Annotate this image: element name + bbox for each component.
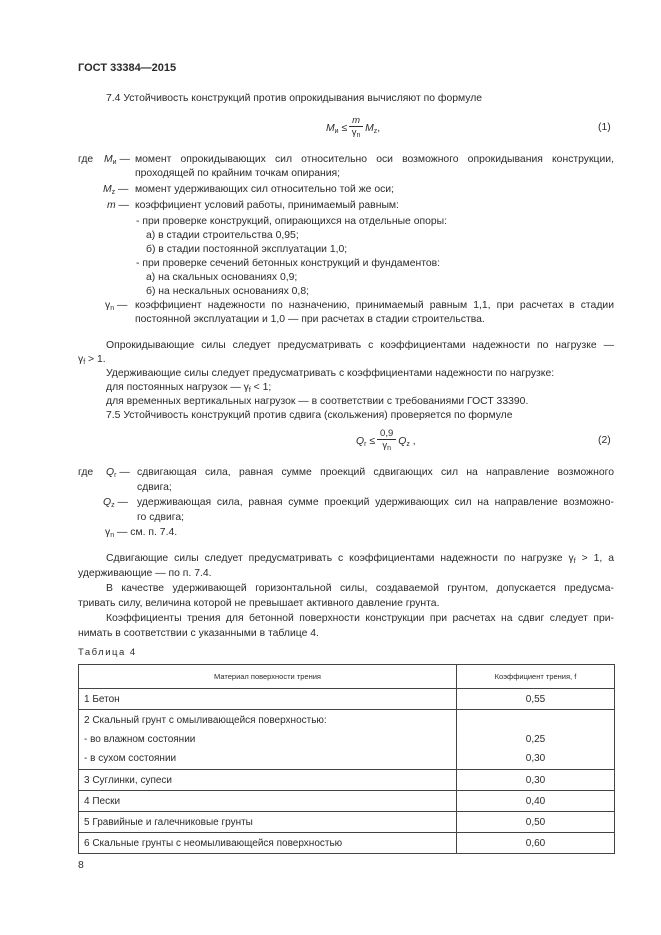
paragraph: Сдвигающие силы следует предусматривать с коэффициентами надежности по нагрузке $\gamma_f > 1$, а: [106, 553, 614, 565]
formula-1: $M_и$ ≤ $\frac{m}{\gamma_n}$ $M_z$,: [326, 115, 381, 139]
cell: - в сухом состоянии: [84, 753, 177, 764]
list-item: б) в стадии постоянной эксплуатации 1,0;: [146, 244, 348, 255]
cell: [462, 711, 609, 730]
table-row: [79, 833, 615, 854]
list-item: - при проверке конструкций, опирающихся на отдельные опоры:: [136, 216, 448, 227]
cell: 6 Скальные грунты с неомыливающейся поверхностью: [79, 833, 457, 854]
list-item: - при проверке сечений бетонных конструкций и фундаментов:: [136, 258, 441, 269]
definition-gamma-n-cont: постоянной эксплуатации и 1,0 — при расчетах в стадии строительства.: [135, 314, 485, 325]
definition-gamma-n-ref: см. п. 7.4.: [130, 527, 178, 538]
formula-2-number: (2): [598, 435, 611, 446]
cell: 2 Скальный грунт с омыливающейся поверхностью:: [84, 715, 327, 726]
paragraph: Коэффициенты трения для бетонной поверхности конструкции при расчетах на сдвиг следует при-: [106, 613, 614, 624]
table-header-row: [79, 665, 615, 689]
definition-m-z: момент удерживающих сил относительно той же оси;: [135, 184, 394, 195]
cell: 0,60: [457, 833, 615, 854]
cell: 0,55: [457, 689, 615, 710]
cell: 1 Бетон: [79, 689, 457, 710]
cell: 3 Суглинки, супеси: [79, 770, 457, 791]
paragraph: для временных вертикальных нагрузок — в соответствии с требованиями ГОСТ 33390.: [106, 396, 529, 407]
clause-7-5: 7.5 Устойчивость конструкций против сдвига (скольжения) проверяется по формуле: [106, 410, 513, 421]
paragraph: В качестве удерживающей горизонтальной силы, создаваемой грунтом, допускается предусма-: [106, 583, 614, 594]
cell: 5 Гравийные и галечниковые грунты: [79, 812, 457, 833]
paragraph: Удерживающие силы следует предусматривать с коэффициентами надежности по нагрузке:: [106, 368, 555, 379]
table-row: [79, 812, 615, 833]
document-page: ГОСТ 33384—2015 7.4 Устойчивость конструкций против опрокидывания вычисляют по формуле $M_и$ ≤ $\frac{m}{\gamma_n}$ $M_z$, (1) где $M_и$ — момент опрокидывающих сил относительно оси возможного опрокидывания конструкции, проходящей по крайним точкам опирания; $M_z$ — момент удерживающих сил относительно той же оси; m — коэффициент условий работы, принимаемый равным: - при проверке конструкций, опирающихся на отдельные опоры: а) в стадии строительства 0,95; б) в стадии постоянной эксплуатации 1,0; - при проверке сечений бетонных конструкций и фундаментов: а) на скальных основаниях 0,9; б) на нескальных основаниях 0,8; $\gamma_n$ — коэффициент надежности по назначению, принимаемый равным 1,1, при расчетах в стадии постоянной эксплуатации и 1,0 — при расчетах в стадии строительства. Опрокидывающие силы следует предусматривать с коэффициентами надежности по нагрузке — $\gamma_f > 1$. Удерживающие силы следует предусматривать с коэффициентами надежности по нагрузке: для постоянных нагрузок — $\gamma_f < 1$; для временных вертикальных нагрузок — в соответствии с требованиями ГОСТ 33390. 7.5 Устойчивость конструкций против сдвига (скольжения) проверяется по формуле $Q_r$ ≤ $\frac{0,9}{\gamma_n}$ $Q_z$ , (2) где $Q_r$ — сдвигающая сила, равная сумме проекций сдвигающих сил на направление возможного сдвига; $Q_z$ — удерживающая сила, равная сумме проекций удерживающих сил на направление возможно- го сдвига; $\gamma_n$ — см. п. 7.4. Сдвигающие силы следует предусматривать с коэффициентами надежности по нагрузке $\gamma_f > 1$, а удерживающие — по п. 7.4. В качестве удерживающей горизонтальной силы, создаваемой грунтом, допускается предусма- тривать силу, величина которой не превышает активного давление грунта. Коэффициенты трения для бетонной поверхности конструкции при расчетах на сдвиг следует при- нимать в соответствии с указанными в таблице 4. Таблица 4 Материал поверхности трения Коэффициент трения, f 1 Бетон 0,55 2 Скальный грунт с омыливающейся поверхностью: - во влажном состоянии - в сухом состоянии 0,25 0,30 3 Суглинки, супеси 0,30 4 Пески 0,40 5 Гравийные и галечниковые грунты 0,50 6 Скальные грунты с неомыливающейся поверхностью 0,60 8: [0, 0, 661, 935]
definition-q-r-cont: сдвига;: [137, 482, 172, 493]
table-row: [79, 689, 615, 710]
where-label: где: [78, 467, 94, 478]
table-caption: Таблица 4: [78, 647, 137, 658]
table-row: [79, 770, 615, 791]
cell: 0,40: [457, 791, 615, 812]
paragraph: удерживающие — по п. 7.4.: [78, 568, 212, 579]
cell: 0,30: [525, 753, 546, 764]
cell: - во влажном состоянии: [84, 734, 196, 745]
table-row: [79, 710, 615, 770]
cell: 4 Пески: [79, 791, 457, 812]
paragraph: нимать в соответствии с указанными в таблице 4.: [78, 628, 319, 639]
definition-m: коэффициент условий работы, принимаемый равным:: [135, 200, 399, 211]
definition-q-z: удерживающая сила, равная сумме проекций удерживающих сил на направление возможно-: [137, 497, 614, 508]
document-header: ГОСТ 33384—2015: [78, 62, 177, 74]
column-header: Материал поверхности трения: [79, 665, 457, 689]
friction-table: [78, 664, 615, 854]
where-label: где: [78, 154, 94, 165]
formula-1-number: (1): [598, 122, 611, 133]
list-item: б) на нескальных основаниях 0,8;: [146, 286, 309, 297]
clause-7-4: 7.4 Устойчивость конструкций против опрокидывания вычисляют по формуле: [106, 93, 483, 104]
table-row: [79, 791, 615, 812]
cell: 0,50: [457, 812, 615, 833]
definition-gamma-n: коэффициент надежности по назначению, принимаемый равным 1,1, при расчетах в стадии: [135, 300, 614, 311]
formula-2: $Q_r$ ≤ $\frac{0,9}{\gamma_n}$ $Q_z$ ,: [356, 428, 416, 452]
list-item: а) в стадии строительства 0,95;: [146, 230, 299, 241]
paragraph: Опрокидывающие силы следует предусматривать с коэффициентами надежности по нагрузке —: [106, 340, 614, 351]
paragraph: тривать силу, величина которой не превышает активного давление грунта.: [78, 598, 440, 609]
list-item: а) на скальных основаниях 0,9;: [146, 272, 298, 283]
definition-m-u: момент опрокидывающих сил относительно оси возможного опрокидывания конструкции,: [135, 154, 614, 165]
page-number: 8: [78, 860, 84, 871]
definition-q-r: сдвигающая сила, равная сумме проекций сдвигающих сил на направление возможного: [137, 467, 614, 478]
definition-q-z-cont: го сдвига;: [137, 512, 185, 523]
definition-m-u-cont: проходящей по крайним точкам опирания;: [135, 168, 341, 179]
column-header: Коэффициент трения, f: [457, 665, 615, 689]
cell: 0,30: [457, 770, 615, 791]
cell: 0,25: [525, 734, 546, 745]
